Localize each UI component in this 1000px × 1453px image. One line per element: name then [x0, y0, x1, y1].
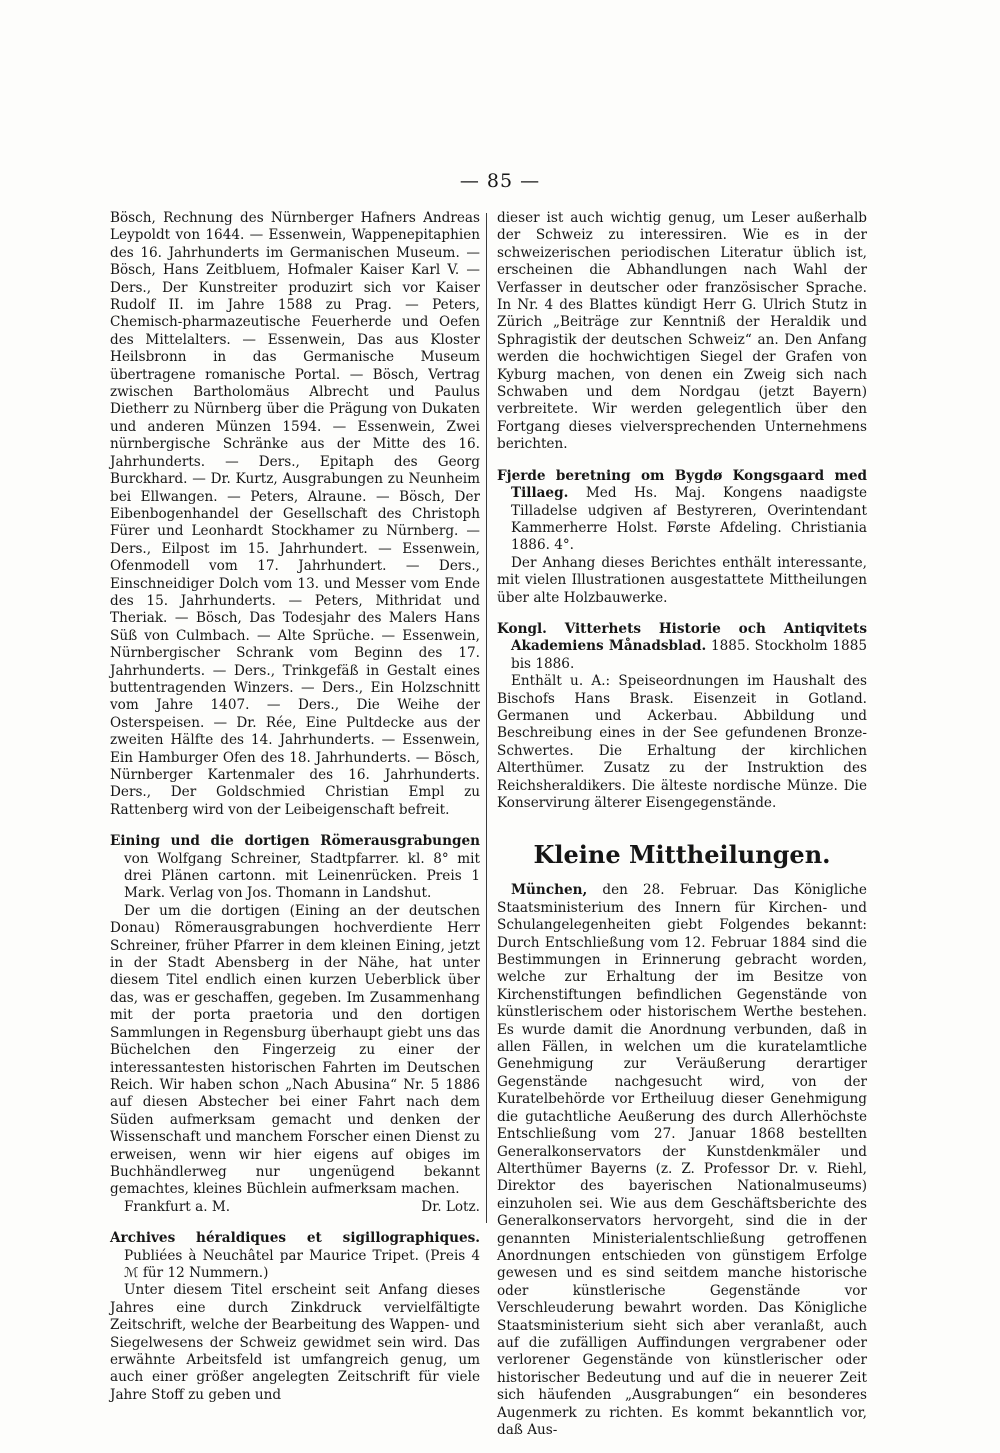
entry-eining	[110, 833, 480, 1216]
entry-fjerde-meta: Med Hs. Maj. Kongens naadigste Tilladelse udgiven af Bestyreren, Overintendant Kammerherre Holst. Første Afdeling. Christiania 1886. 4°.	[511, 485, 867, 554]
entry-eining-title: Eining und die dortigen Römerausgrabungen	[110, 833, 480, 850]
entry-muenchen-text	[497, 882, 867, 1439]
left-continued-text: Bösch, Rechnung des Nürnberger Hafners Andreas Leypoldt von 1644. — Essenwein, Wappenepitaphien des 16. Jahrhunderts im Germanischen Museum. — Bösch, Hans Zeitbluem, Hofmaler Kaiser Karl V. — Ders., Der Kunstreiter produzirt sich vor Kaiser Rudolf II. im Jahre 1588 zu Prag. — Peters, Chemisch-pharmazeutische Feuerherde und Oefen des Mittelalters. — Essenwein, Das aus Kloster Heilsbronn in das Germanische Museum übertragene romanische Portal. — Bösch, Vertrag zwischen Bartholomäus Albrecht und Paulus Dietherr zu Nürnberg über die Prägung von Dukaten und anderen Münzen 1594. — Essenwein, Zwei nürnbergische Schränke aus der Mitte des 16. Jahrhunderts. — Ders., Epitaph des Georg Burckhard. — Dr. Kurtz, Ausgrabungen zu Neunheim bei Ellwangen. — Peters, Alraune. — Bösch, Der Eibenbogenhandel der Gesellschaft des Christoph Fürer und Leonhardt Stockhamer zu Nürnberg. — Ders., Eilpost im 15. Jahrhundert. — Essenwein, Ofenmodell vom 17. Jahrhundert. — Ders., Einschneidiger Dolch vom 13. und Messer vom Ende des 15. Jahrhunderts. — Peters, Mithridat und Theriak. — Bösch, Das Todesjahr des Malers Hans Süß von Culmbach. — Alte Sprüche. — Essenwein, Nürnbergischer Schrank vom Beginn des 17. Jahrhunderts. — Ders., Trinkgefäß in Gestalt eines buttentragenden Winzers. — Ders., Ein Holzschnitt vom Jahre 1407. — Ders., Die Weihe der Osterspeisen. — Dr. Rée, Eine Pultdecke aus der zweiten Hälfte des 14. Jahrhunderts. — Essenwein, Ein Hamburger Ofen des 18. Jahrhunderts. — Bösch, Nürnberger Kartenmaler des 16. Jahrhunderts. Ders., Der Goldschmied Christian Empl zu Rattenberg wird von der Leibeigenschaft befreit.	[110, 210, 480, 818]
right-continued-text: dieser ist auch wichtig genug, um Leser außerhalb der Schweiz zu interessiren. Wie es in der schweizerischen periodischen Literatur üblich ist, erscheinen die Abhandlungen nach Wahl der Verfasser in deutscher oder französischer Sprache. In Nr. 4 des Blattes kündigt Herr G. Ulrich Stutz in Zürich „Beiträge zur Kenntniß der Heraldik und Sphragistik der deutschen Schweiz“ an. Den Anfang werden die hochwichtigen Siegel der Grafen von Kyburg machen, von denen ein Zweig sich nach Schwaben und dem Nordgau (jetzt Bayern) verbreitete. Wir werden gelegentlich über den Fortgang dieses vielversprechenden Unternehmens berichten.	[497, 210, 867, 453]
section-title: Kleine Mittheilungen.	[533, 840, 831, 870]
entry-archives-body: Unter diesem Titel erscheint seit Anfang dieses Jahres eine durch Zinkdruck vervielfältigte Zeitschrift, welche der Bearbeitung des Wappen- und Siegelwesens der Schweiz gewidmet sein wird. Das erwähnte Arbeitsfeld ist umfangreich genug, um auch einer größer angelegten Zeitschrift für viele Jahre Stoff zu geben und	[110, 1282, 480, 1403]
entry-kongl-heading	[497, 621, 867, 673]
left-column	[110, 210, 480, 1418]
entry-muenchen	[497, 882, 867, 1439]
entry-kongl-body: Enthält u. A.: Speiseordnungen im Haushalt des Bischofs Hans Brask. Eisenzeit in Gotland. Germanen und Ackerbau. Abbildung und Beschreibung eines in der See gefundenen Bronze-Schwertes. Die Erhaltung der kirchlichen Alterthümer. Zusatz zu der Instruktion des Reichsheraldikers. Die älteste nordische Münze. Die Konservirung älterer Eisengegenstände.	[497, 673, 867, 811]
entry-kongl	[497, 621, 867, 812]
page-number: — 85 —	[459, 170, 541, 192]
entry-archives-heading	[110, 1230, 480, 1282]
entry-muenchen-place: München,	[511, 882, 588, 899]
column-divider	[486, 213, 487, 1223]
entry-kongl-meta: 1885. Stockholm 1885 bis 1886.	[511, 638, 867, 672]
entry-muenchen-date: den 28. Februar.	[602, 882, 738, 899]
right-column	[497, 210, 867, 1453]
entry-eining-signature: Dr. Lotz.	[421, 1198, 480, 1215]
entry-archives-title: Archives héraldiques et sigillographiques.	[110, 1230, 480, 1247]
entry-muenchen-body: Das Königliche Staatsministerium des Innern für Kirchen- und Schulangelegenheiten giebt Folgendes bekannt: Durch Entschließung vom 12. Februar 1884 sind die Bestimmungen in Erinnerung gebracht worden, welche zur Erhaltung der im Besitze von Kirchenstiftungen befindlichen Gegenstände von künstlerischem oder historischem Werthe bestehen. Es wurde damit die Anordnung verbunden, daß in allen Fällen, in welchen um die kuratelamtliche Genehmigung zur Veräußerung derartiger Gegenstände nachgesucht wird, von der Kuratelbehörde vor Ertheiluug dieser Genehmigung die gutachtliche Aeußerung des durch Allerhöchste Entschließung vom 27. Januar 1868 bestellten Generalkonservators der Kunstdenkmäler und Alterthümer Bayerns (z. Z. Professor Dr. v. Riehl, Direktor des bayerischen Nationalmuseums) einzuholen sei. Wie aus dem Geschäftsberichte des Generalkonservators hervorgeht, sind die in der genannten Ministerialentschließung getroffenen Anordnungen entschieden von günstigem Erfolge gewesen und es sind seitdem manche historische oder künstlerische Gegenstände vor Verschleuderung bewahrt worden. Das Königliche Staatsministerium sieht sich aber veranlaßt, auch auf die zufälligen Auffindungen vergrabener oder verlorener Gegenstände von künstlerischer oder historischer Bedeutung und auf die in neuerer Zeit sich häufenden „Ausgrabungen“ ein besonderes Augenmerk zu richten. Es kommt bekanntlich vor, daß Aus-	[497, 882, 867, 1438]
entry-archives-meta: Publiées à Neuchâtel par Maurice Tripet. (Preis 4 ℳ für 12 Nummern.)	[124, 1247, 480, 1281]
entry-fjerde	[497, 468, 867, 607]
entry-eining-body: Der um die dortigen (Eining an der deutschen Donau) Römerausgrabungen hochverdiente Herr Schreiner, früher Pfarrer in dem kleinen Eining, jetzt in der Stadt Abensberg in der Nähe, hat unter diesem Titel endlich einen kurzen Ueberblick über das, was er geschaffen, gegeben. Im Zusammenhang mit der porta praetoria und den dortigen Sammlungen in Regensburg überhaupt giebt uns das Büchelchen den Fingerzeig zu einer der interessantesten historischen Fahrten im Deutschen Reich. Wir haben schon „Nach Abusina“ Nr. 5 1886 auf diesen Abstecher bei einer Fahrt nach dem Süden aufmerksam gemacht und denken der Wissenschaft und manchem Forscher einen Dienst zu erweisen, wenn wir hier eigens auf obiges im Buchhändlerweg nur ungenügend bekannt gemachtes, kleines Büchlein aufmerksam machen.	[110, 902, 480, 1198]
entry-eining-place: Frankfurt a. M.	[124, 1198, 231, 1215]
entry-archives	[110, 1230, 480, 1404]
entry-fjerde-title: Fjerde beretning om Bygdø Kongsgaard med Tillaeg.	[497, 467, 867, 502]
entry-eining-signature-line	[110, 1199, 480, 1216]
entry-eining-heading	[110, 833, 480, 903]
entry-kongl-title: Kongl. Vitterhets Historie och Antiqvitets Akademiens Månadsblad.	[497, 620, 867, 655]
entry-fjerde-heading	[497, 468, 867, 555]
entry-fjerde-body: Der Anhang dieses Berichtes enthält interessante, mit vielen Illustrationen ausgestattete Mittheilungen über alte Holzbauwerke.	[497, 554, 867, 606]
entry-eining-meta: von Wolfgang Schreiner, Stadtpfarrer. kl. 8° mit drei Plänen cartonn. mit Leinenrücken. Preis 1 Mark. Verlag von Jos. Thomann in Landshut.	[124, 850, 480, 902]
